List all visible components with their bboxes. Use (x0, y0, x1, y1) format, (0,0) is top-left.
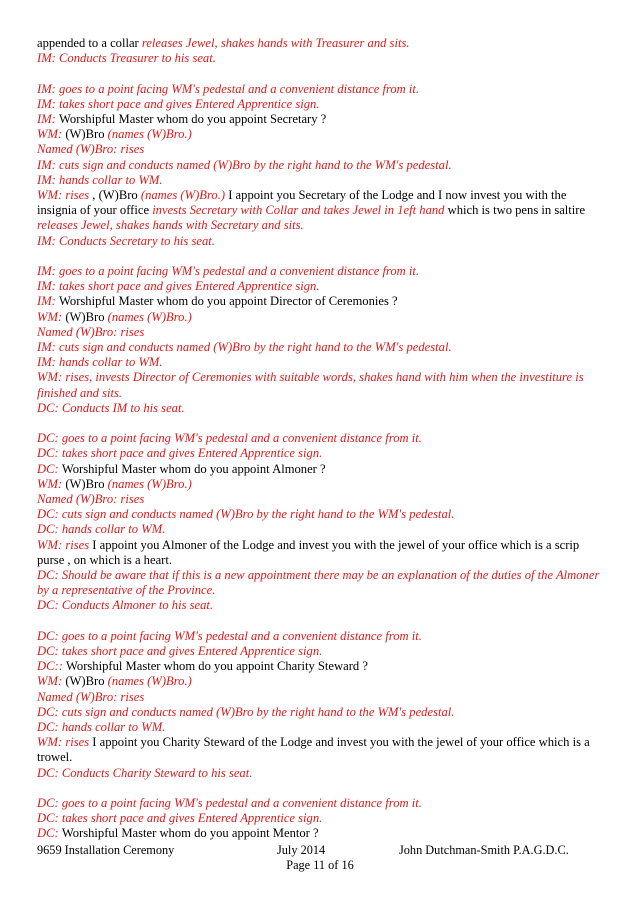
stage-direction: IM: (37, 112, 60, 126)
spoken-text: appended to a collar (37, 36, 142, 50)
stage-direction: DC: (37, 461, 62, 476)
stage-direction: DC: (37, 826, 62, 841)
text-line (37, 82, 603, 97)
text-line (37, 796, 603, 811)
text-line (37, 598, 603, 613)
spoken-text: (W)Bro (65, 127, 108, 142)
stage-direction: WM: rises (37, 188, 93, 203)
text-line (37, 310, 603, 325)
paragraph-gap (37, 781, 603, 796)
stage-direction: DC: takes short pace and gives Entered Apprentice sign. (37, 811, 323, 826)
stage-direction: IM: Conducts Secretary to his seat. (37, 233, 215, 248)
stage-direction: WM: (37, 309, 66, 324)
stage-direction: Named (W)Bro: rises (37, 492, 145, 507)
stage-direction: IM: hands collar to WM. (37, 172, 163, 187)
stage-direction: WM: rises, invests Director of Ceremonies with suitable words, shakes hand with him when the investiture is finished and sits. (37, 370, 584, 400)
text-line (37, 340, 603, 355)
text-line (37, 735, 603, 765)
stage-direction: (names (W)Bro.) (107, 309, 192, 324)
stage-direction: WM: rises (37, 735, 93, 750)
stage-direction: IM: (37, 294, 60, 309)
stage-direction: DC: goes to a point facing WM's pedestal and a convenient distance from it. (37, 796, 422, 811)
spoken-text: (W)Bro (65, 476, 108, 491)
stage-direction: Named (W)Bro: rises (37, 689, 145, 704)
footer-document-title: 9659 Installation Ceremony (37, 843, 175, 857)
stage-direction: releases Jewel, shakes hands with Treasurer and sits. (141, 36, 410, 50)
text-line (37, 279, 603, 294)
text-line (37, 173, 603, 188)
stage-direction: DC: hands collar to WM. (37, 522, 166, 537)
stage-direction: IM: Conducts Treasurer to his seat. (37, 51, 216, 66)
stage-direction: IM: cuts sign and conducts named (W)Bro by the right hand to the WM's pedestal. (37, 157, 452, 172)
text-line (37, 431, 603, 446)
text-line (37, 629, 603, 644)
stage-direction: DC: takes short pace and gives Entered Apprentice sign. (37, 446, 323, 461)
stage-direction: Named (W)Bro: rises (37, 142, 145, 157)
footer-date: July 2014 (277, 843, 326, 857)
stage-direction: DC: cuts sign and conducts named (W)Bro by the right hand to the WM's pedestal. (37, 704, 455, 719)
stage-direction: DC: hands collar to WM. (37, 720, 166, 735)
spoken-text: Worshipful Master whom do you appoint Mentor ? (61, 826, 319, 841)
text-line (37, 264, 603, 279)
text-line (37, 294, 603, 309)
text-line (37, 401, 603, 416)
spoken-text: (W)Bro (65, 674, 108, 689)
stage-direction: DC:: (37, 659, 67, 674)
text-line (37, 446, 603, 461)
stage-direction: IM: takes short pace and gives Entered Apprentice sign. (37, 96, 320, 111)
spoken-text: (W)Bro (65, 309, 108, 324)
footer-page-number: Page 11 of 16 (286, 858, 354, 872)
stage-direction: DC: Conducts Charity Steward to his seat. (37, 765, 253, 780)
text-line (37, 97, 603, 112)
stage-direction: DC: Conducts IM to his seat. (37, 400, 185, 415)
paragraph-gap (37, 66, 603, 81)
text-line (37, 51, 603, 66)
spoken-text: I appoint you Charity Steward of the Lodge and invest you with the jewel of your office which is a trowel. (37, 735, 590, 765)
stage-direction: WM: (37, 476, 66, 491)
spoken-text: , (W)Bro (92, 188, 141, 203)
stage-direction: (names (W)Bro.) (107, 127, 192, 142)
spoken-text: Worshipful Master whom do you appoint Secretary ? (59, 112, 327, 126)
text-line (37, 234, 603, 249)
stage-direction: WM: (37, 674, 66, 689)
spoken-text: I appoint you Secretary of the Lodge and I now invest you with the insignia of your office (37, 188, 567, 218)
paragraph-gap (37, 614, 603, 629)
spoken-text: which is two pens in saltire (447, 203, 586, 218)
stage-direction: IM: goes to a point facing WM's pedestal and a convenient distance from it. (37, 264, 420, 279)
text-line (37, 158, 603, 173)
text-line (37, 811, 603, 826)
stage-direction: (names (W)Bro.) (107, 476, 192, 491)
spoken-text: Worshipful Master whom do you appoint Charity Steward ? (66, 659, 368, 674)
stage-direction: DC: goes to a point facing WM's pedestal and a convenient distance from it. (37, 431, 422, 446)
text-line (37, 507, 603, 522)
text-line (37, 492, 603, 507)
stage-direction: (names (W)Bro.) (140, 188, 229, 203)
stage-direction: DC: takes short pace and gives Entered Apprentice sign. (37, 644, 323, 659)
text-line (37, 568, 603, 598)
text-line (37, 826, 603, 841)
text-line (37, 142, 603, 157)
text-line (37, 690, 603, 705)
text-line (37, 477, 603, 492)
text-line (37, 325, 603, 340)
stage-direction: DC: goes to a point facing WM's pedestal and a convenient distance from it. (37, 628, 422, 643)
spoken-text: Worshipful Master whom do you appoint Director of Ceremonies ? (59, 294, 398, 309)
text-line (37, 659, 603, 674)
text-line (37, 112, 603, 127)
stage-direction: WM: (37, 127, 66, 142)
stage-direction: DC: cuts sign and conducts named (W)Bro by the right hand to the WM's pedestal. (37, 507, 455, 522)
text-line (37, 355, 603, 370)
stage-direction: IM: cuts sign and conducts named (W)Bro by the right hand to the WM's pedestal. (37, 340, 452, 355)
paragraph-gap (37, 416, 603, 431)
text-line (37, 705, 603, 720)
footer-author: John Dutchman-Smith P.A.G.D.C. (399, 843, 569, 857)
ceremony-text (37, 36, 603, 842)
text-line (37, 766, 603, 781)
stage-direction: IM: goes to a point facing WM's pedestal and a convenient distance from it. (37, 81, 420, 96)
text-line (37, 188, 603, 234)
text-line (37, 644, 603, 659)
text-line (37, 674, 603, 689)
spoken-text: Worshipful Master whom do you appoint Almoner ? (61, 461, 326, 476)
text-line (37, 522, 603, 537)
text-line (37, 127, 603, 142)
stage-direction: Named (W)Bro: rises (37, 324, 145, 339)
text-line (37, 36, 603, 51)
spoken-text: I appoint you Almoner of the Lodge and invest you with the jewel of your office which is a scrip purse , on which is a heart. (37, 537, 580, 567)
stage-direction: releases Jewel, shakes hands with Secretary and sits. (37, 218, 304, 233)
paragraph-gap (37, 249, 603, 264)
text-line (37, 462, 603, 477)
stage-direction: IM: hands collar to WM. (37, 355, 163, 370)
stage-direction: WM: rises (37, 537, 93, 552)
stage-direction: invests Secretary with Collar and takes Jewel in 1eft hand (152, 203, 448, 218)
stage-direction: DC: Should be aware that if this is a new appointment there may be an explanation of the duties of the Almoner by a representative of the Province. (37, 568, 600, 598)
text-line (37, 538, 603, 568)
stage-direction: (names (W)Bro.) (107, 674, 192, 689)
text-line (37, 720, 603, 735)
text-line (37, 370, 603, 400)
stage-direction: IM: takes short pace and gives Entered Apprentice sign. (37, 279, 320, 294)
stage-direction: DC: Conducts Almoner to his seat. (37, 598, 214, 613)
